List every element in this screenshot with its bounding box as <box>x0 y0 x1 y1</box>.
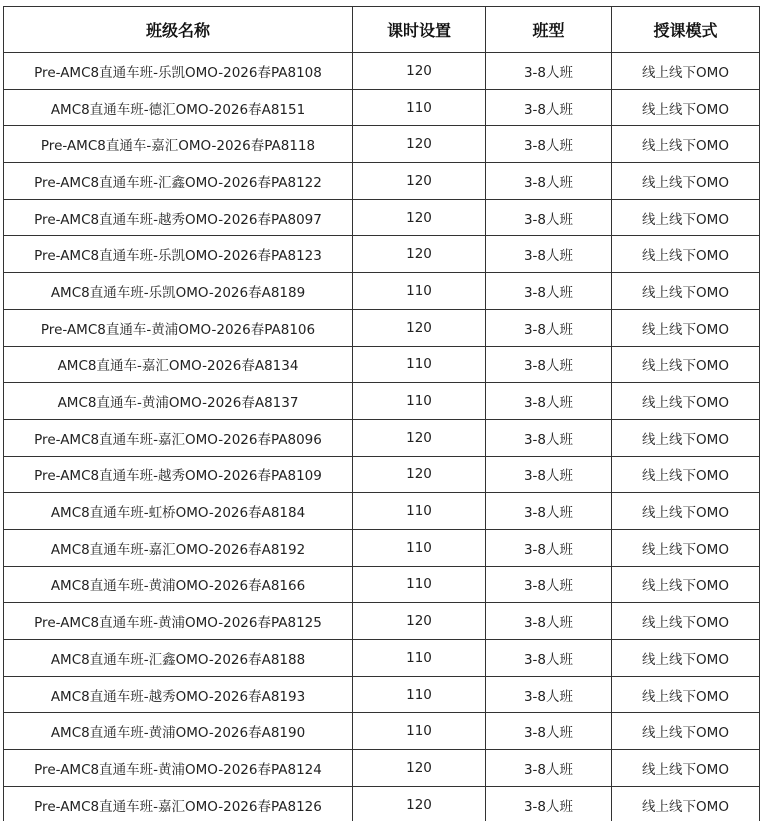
table-row <box>4 456 760 493</box>
table-row <box>4 603 760 640</box>
cell-class-name: Pre-AMC8直通车班-乐凯OMO-2026春PA8123 <box>4 236 353 273</box>
cell-class-type: 3-8人班 <box>486 529 612 566</box>
cell-class-type: 3-8人班 <box>486 163 612 200</box>
cell-class-name: Pre-AMC8直通车班-汇鑫OMO-2026春PA8122 <box>4 163 353 200</box>
cell-class-type: 3-8人班 <box>486 273 612 310</box>
cell-hours: 120 <box>353 236 486 273</box>
table-header <box>4 7 760 53</box>
table-row <box>4 566 760 603</box>
cell-class-name: AMC8直通车班-德汇OMO-2026春A8151 <box>4 89 353 126</box>
table-row <box>4 529 760 566</box>
cell-class-name: AMC8直通车班-汇鑫OMO-2026春A8188 <box>4 640 353 677</box>
cell-class-type: 3-8人班 <box>486 419 612 456</box>
cell-hours: 110 <box>353 566 486 603</box>
cell-teaching-mode: 线上线下OMO <box>612 566 760 603</box>
cell-class-type: 3-8人班 <box>486 126 612 163</box>
table-row <box>4 676 760 713</box>
cell-hours: 120 <box>353 786 486 823</box>
cell-hours: 120 <box>353 163 486 200</box>
cell-teaching-mode: 线上线下OMO <box>612 236 760 273</box>
cell-class-type: 3-8人班 <box>486 383 612 420</box>
cell-class-name: Pre-AMC8直通车班-黄浦OMO-2026春PA8125 <box>4 603 353 640</box>
cell-teaching-mode: 线上线下OMO <box>612 640 760 677</box>
table-row <box>4 383 760 420</box>
cell-hours: 120 <box>353 126 486 163</box>
table-row <box>4 126 760 163</box>
cell-teaching-mode: 线上线下OMO <box>612 309 760 346</box>
header-row <box>4 7 760 53</box>
header-class-type: 班型 <box>486 7 612 53</box>
table-row <box>4 750 760 787</box>
cell-teaching-mode: 线上线下OMO <box>612 603 760 640</box>
cell-hours: 120 <box>353 750 486 787</box>
cell-hours: 110 <box>353 640 486 677</box>
cell-hours: 110 <box>353 529 486 566</box>
cell-teaching-mode: 线上线下OMO <box>612 456 760 493</box>
cell-hours: 110 <box>353 89 486 126</box>
cell-class-name: AMC8直通车班-黄浦OMO-2026春A8190 <box>4 713 353 750</box>
cell-class-type: 3-8人班 <box>486 53 612 90</box>
cell-hours: 120 <box>353 199 486 236</box>
cell-hours: 110 <box>353 383 486 420</box>
table-row <box>4 273 760 310</box>
table-row <box>4 89 760 126</box>
cell-class-type: 3-8人班 <box>486 676 612 713</box>
cell-teaching-mode: 线上线下OMO <box>612 786 760 823</box>
cell-hours: 120 <box>353 53 486 90</box>
cell-class-name: AMC8直通车班-虹桥OMO-2026春A8184 <box>4 493 353 530</box>
cell-class-name: Pre-AMC8直通车班-嘉汇OMO-2026春PA8096 <box>4 419 353 456</box>
cell-hours: 110 <box>353 273 486 310</box>
course-sheet <box>3 6 759 823</box>
cell-teaching-mode: 线上线下OMO <box>612 273 760 310</box>
cell-class-type: 3-8人班 <box>486 89 612 126</box>
cell-class-name: Pre-AMC8直通车班-越秀OMO-2026春PA8109 <box>4 456 353 493</box>
header-class-name: 班级名称 <box>4 7 353 53</box>
header-hours: 课时设置 <box>353 7 486 53</box>
cell-class-type: 3-8人班 <box>486 236 612 273</box>
table-row <box>4 163 760 200</box>
cell-class-type: 3-8人班 <box>486 199 612 236</box>
cell-teaching-mode: 线上线下OMO <box>612 199 760 236</box>
cell-class-name: AMC8直通车班-越秀OMO-2026春A8193 <box>4 676 353 713</box>
bottom-crop-edge <box>0 821 763 827</box>
cell-class-name: AMC8直通车班-黄浦OMO-2026春A8166 <box>4 566 353 603</box>
cell-class-name: Pre-AMC8直通车-黄浦OMO-2026春PA8106 <box>4 309 353 346</box>
cell-hours: 110 <box>353 713 486 750</box>
cell-teaching-mode: 线上线下OMO <box>612 383 760 420</box>
cell-teaching-mode: 线上线下OMO <box>612 346 760 383</box>
cell-class-type: 3-8人班 <box>486 603 612 640</box>
cell-class-name: AMC8直通车班-嘉汇OMO-2026春A8192 <box>4 529 353 566</box>
cell-class-type: 3-8人班 <box>486 750 612 787</box>
table-row <box>4 199 760 236</box>
cell-teaching-mode: 线上线下OMO <box>612 529 760 566</box>
cell-hours: 120 <box>353 456 486 493</box>
cell-class-type: 3-8人班 <box>486 493 612 530</box>
table-body <box>4 53 760 823</box>
cell-class-type: 3-8人班 <box>486 346 612 383</box>
cell-class-name: AMC8直通车-嘉汇OMO-2026春A8134 <box>4 346 353 383</box>
table-row <box>4 419 760 456</box>
table-row <box>4 640 760 677</box>
table-row <box>4 493 760 530</box>
cell-class-name: Pre-AMC8直通车班-黄浦OMO-2026春PA8124 <box>4 750 353 787</box>
cell-teaching-mode: 线上线下OMO <box>612 493 760 530</box>
cell-class-type: 3-8人班 <box>486 309 612 346</box>
cell-teaching-mode: 线上线下OMO <box>612 750 760 787</box>
cell-class-name: Pre-AMC8直通车-嘉汇OMO-2026春PA8118 <box>4 126 353 163</box>
cell-hours: 110 <box>353 493 486 530</box>
cell-hours: 120 <box>353 309 486 346</box>
cell-class-name: Pre-AMC8直通车班-乐凯OMO-2026春PA8108 <box>4 53 353 90</box>
cell-hours: 120 <box>353 419 486 456</box>
cell-class-type: 3-8人班 <box>486 713 612 750</box>
table-row <box>4 346 760 383</box>
course-table <box>3 6 760 823</box>
cell-teaching-mode: 线上线下OMO <box>612 713 760 750</box>
cell-teaching-mode: 线上线下OMO <box>612 676 760 713</box>
table-row <box>4 713 760 750</box>
cell-class-type: 3-8人班 <box>486 566 612 603</box>
cell-class-name: AMC8直通车-黄浦OMO-2026春A8137 <box>4 383 353 420</box>
cell-class-name: Pre-AMC8直通车班-嘉汇OMO-2026春PA8126 <box>4 786 353 823</box>
table-row <box>4 309 760 346</box>
cell-class-name: AMC8直通车班-乐凯OMO-2026春A8189 <box>4 273 353 310</box>
cell-hours: 110 <box>353 346 486 383</box>
table-row <box>4 53 760 90</box>
cell-class-type: 3-8人班 <box>486 786 612 823</box>
cell-hours: 120 <box>353 603 486 640</box>
cell-class-type: 3-8人班 <box>486 640 612 677</box>
cell-teaching-mode: 线上线下OMO <box>612 419 760 456</box>
cell-hours: 110 <box>353 676 486 713</box>
cell-class-type: 3-8人班 <box>486 456 612 493</box>
cell-teaching-mode: 线上线下OMO <box>612 163 760 200</box>
cell-teaching-mode: 线上线下OMO <box>612 53 760 90</box>
cell-class-name: Pre-AMC8直通车班-越秀OMO-2026春PA8097 <box>4 199 353 236</box>
table-row <box>4 236 760 273</box>
table-row <box>4 786 760 823</box>
cell-teaching-mode: 线上线下OMO <box>612 126 760 163</box>
header-teaching-mode: 授课模式 <box>612 7 760 53</box>
cell-teaching-mode: 线上线下OMO <box>612 89 760 126</box>
